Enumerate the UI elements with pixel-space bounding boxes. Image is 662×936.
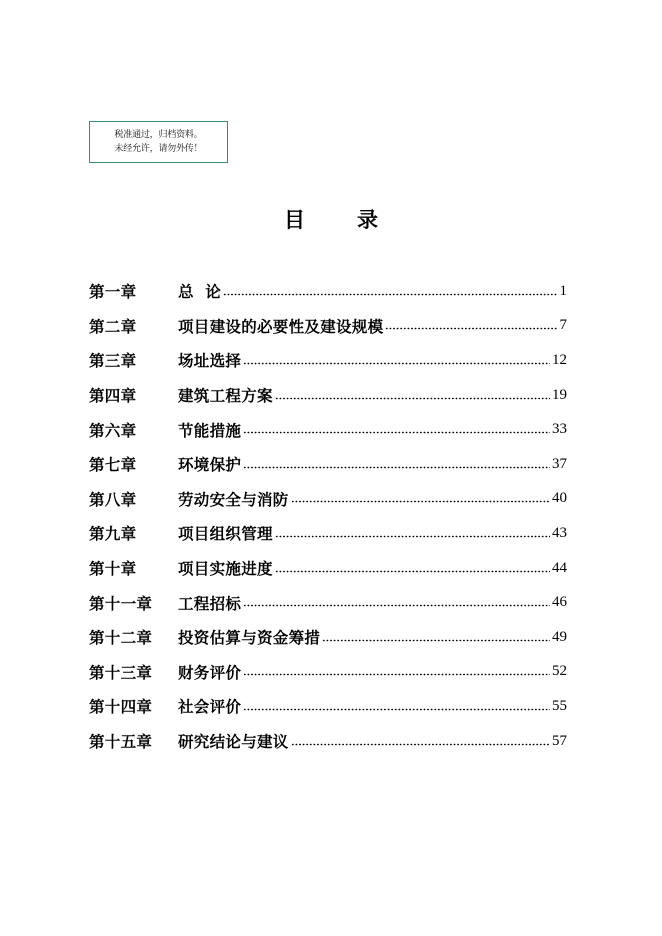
toc-chapter-number: 第十五章 (89, 733, 153, 752)
toc-page-number: 46 (552, 594, 567, 611)
toc-dot-leader (243, 426, 550, 440)
toc-page-number: 57 (552, 732, 567, 749)
toc-page-number: 43 (552, 524, 567, 541)
toc-heading-char-2: 录 (357, 208, 378, 232)
toc-entry[interactable] (89, 585, 567, 620)
toc-entry[interactable] (89, 482, 567, 517)
toc-dot-leader (243, 702, 550, 716)
table-of-contents (89, 274, 567, 758)
toc-entry[interactable] (89, 551, 567, 586)
toc-entry[interactable] (89, 343, 567, 378)
toc-dot-leader (385, 322, 557, 336)
toc-page-number: 7 (559, 317, 567, 334)
toc-chapter-title: 工程招标 (178, 594, 242, 613)
toc-entry[interactable] (89, 689, 567, 724)
toc-chapter-title: 环境保护 (178, 456, 242, 475)
toc-chapter-number: 第三章 (89, 352, 137, 371)
toc-chapter-number: 第十三章 (89, 663, 153, 682)
toc-chapter-title: 总 论 (178, 283, 221, 302)
toc-entry[interactable] (89, 620, 567, 655)
toc-chapter-title: 劳动安全与消防 (178, 490, 289, 509)
toc-chapter-number: 第八章 (89, 490, 137, 509)
toc-page-number: 12 (552, 351, 567, 368)
toc-entry[interactable] (89, 655, 567, 690)
toc-page-number: 40 (552, 490, 567, 507)
toc-chapter-title: 社会评价 (178, 698, 242, 717)
toc-entry[interactable] (89, 516, 567, 551)
toc-page-number: 37 (552, 455, 567, 472)
toc-dot-leader (291, 495, 550, 509)
toc-page-number: 44 (552, 559, 567, 576)
toc-chapter-title: 节能措施 (178, 421, 242, 440)
toc-entry[interactable] (89, 447, 567, 482)
toc-chapter-number: 第十二章 (89, 629, 153, 648)
toc-dot-leader (243, 356, 550, 370)
toc-heading (0, 206, 662, 234)
toc-chapter-number: 第九章 (89, 525, 137, 544)
toc-dot-leader (322, 633, 550, 647)
toc-chapter-number: 第六章 (89, 421, 137, 440)
toc-chapter-title: 项目组织管理 (178, 525, 273, 544)
toc-chapter-number: 第十章 (89, 560, 137, 579)
toc-chapter-number: 第十四章 (89, 698, 153, 717)
toc-dot-leader (243, 668, 550, 682)
toc-chapter-title: 项目建设的必要性及建设规模 (178, 317, 384, 336)
toc-chapter-title: 研究结论与建议 (178, 733, 289, 752)
toc-dot-leader (275, 529, 550, 543)
toc-dot-leader (243, 460, 550, 474)
toc-entry[interactable] (89, 309, 567, 344)
toc-chapter-number: 第七章 (89, 456, 137, 475)
toc-page-number: 49 (552, 628, 567, 645)
toc-page-number: 55 (552, 697, 567, 714)
toc-entry[interactable] (89, 724, 567, 759)
toc-chapter-number: 第四章 (89, 387, 137, 406)
toc-chapter-title: 项目实施进度 (178, 560, 273, 579)
stamp-line-2: 未经允许，请勿外传！ (114, 144, 203, 154)
toc-heading-char-1: 目 (284, 208, 305, 232)
toc-entry[interactable] (89, 274, 567, 309)
toc-dot-leader (275, 564, 550, 578)
toc-page-number: 52 (552, 663, 567, 680)
toc-dot-leader (243, 599, 550, 613)
toc-chapter-title: 场址选择 (178, 352, 242, 371)
toc-chapter-title: 财务评价 (178, 663, 242, 682)
toc-chapter-title: 建筑工程方案 (178, 387, 273, 406)
approval-stamp (89, 121, 228, 163)
toc-dot-leader (223, 287, 558, 301)
toc-chapter-number: 第十一章 (89, 594, 153, 613)
toc-chapter-title: 投资估算与资金筹措 (178, 629, 321, 648)
toc-chapter-number: 第一章 (89, 283, 137, 302)
toc-dot-leader (275, 391, 550, 405)
toc-dot-leader (291, 737, 550, 751)
toc-page-number: 1 (559, 282, 567, 299)
toc-page-number: 19 (552, 386, 567, 403)
toc-chapter-number: 第二章 (89, 317, 137, 336)
toc-page-number: 33 (552, 421, 567, 438)
stamp-line-1: 税准通过，归档资料。 (114, 130, 203, 140)
toc-entry[interactable] (89, 412, 567, 447)
toc-entry[interactable] (89, 378, 567, 413)
